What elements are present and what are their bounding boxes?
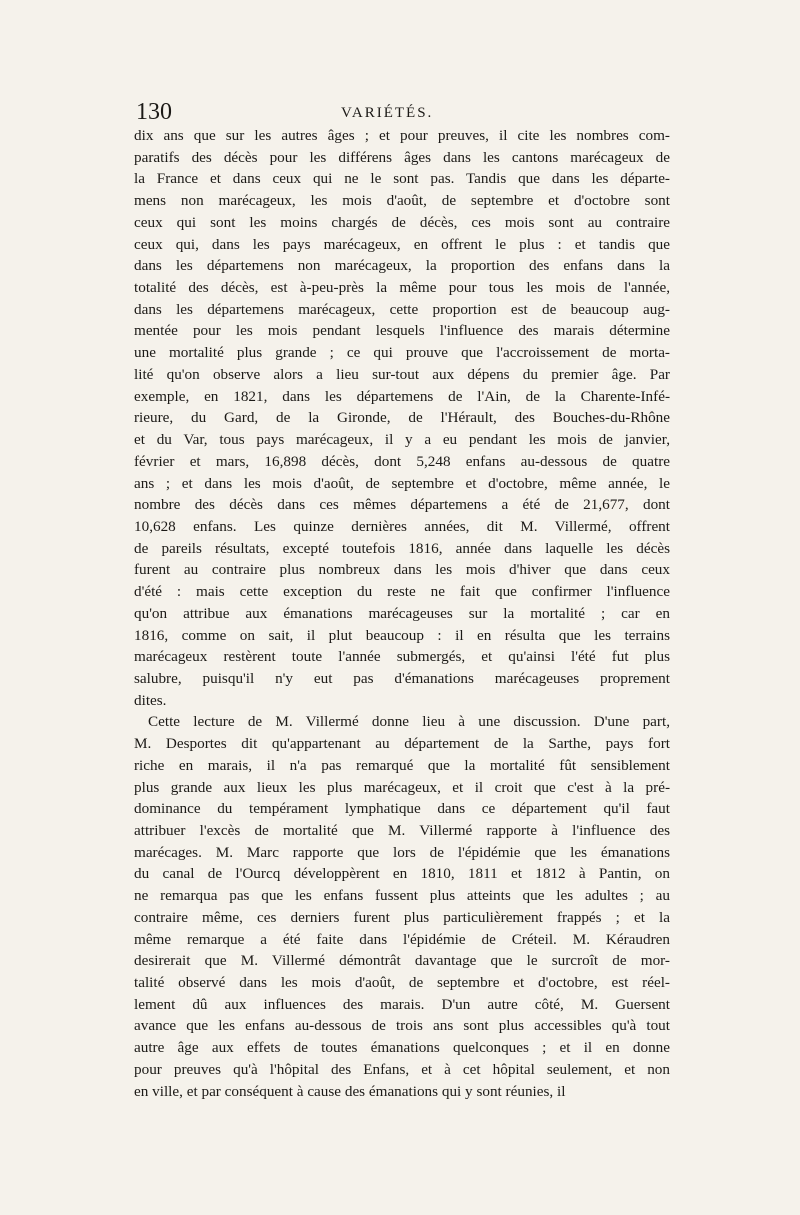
running-title: VARIÉTÉS.: [341, 105, 434, 121]
text-line: rieure, du Gard, de la Gironde, de l'Hérault, des Bouches-du-Rhône: [134, 409, 670, 427]
text-line: M. Desportes dit qu'appartenant au département de la Sarthe, pays fort: [134, 735, 670, 753]
text-line: lement dû aux influences des marais. D'un autre côté, M. Guersent: [134, 995, 670, 1013]
text-line: même remarque a été faite dans l'épidémie de Créteil. M. Kéraudren: [134, 930, 670, 948]
running-head: [136, 99, 668, 125]
text-line: du canal de l'Ourcq développèrent en 1810, 1811 et 1812 à Pantin, on: [134, 865, 670, 883]
text-line: plus grande aux lieux les plus marécageux, et il croit que c'est à la pré-: [134, 778, 670, 796]
text-line: 10,628 enfans. Les quinze dernières années, dit M. Villermé, offrent: [134, 517, 670, 535]
text-line: de pareils résultats, excepté toutefois 1816, année dans laquelle les décès: [134, 539, 670, 557]
text-line: ne remarqua pas que les enfans fussent plus atteints que les adultes ; au: [134, 887, 670, 905]
page-number: 130: [136, 99, 172, 125]
text-line: mentée pour les mois pendant lesquels l'influence des marais détermine: [134, 322, 670, 340]
text-line: autre âge aux effets de toutes émanations quelconques ; et il en donne: [134, 1039, 670, 1057]
text-line: desirerait que M. Villermé démontrât davantage que le surcroît de mor-: [134, 952, 670, 970]
text-line: dites.: [134, 691, 167, 709]
text-line: talité observé dans les mois d'août, de septembre et d'octobre, est réel-: [134, 974, 670, 992]
text-line: mens non marécageux, les mois d'août, de septembre et d'octobre sont: [134, 192, 670, 210]
text-line: furent au contraire plus nombreux dans les mois d'hiver que dans ceux: [134, 561, 670, 579]
text-line: 1816, comme on sait, il plut beaucoup : il en résulta que les terrains: [134, 626, 670, 644]
text-line: et du Var, tous pays marécageux, il y a eu pendant les mois de janvier,: [134, 431, 670, 449]
text-line: février et mars, 16,898 décès, dont 5,248 enfans au-dessous de quatre: [134, 452, 670, 470]
text-line: dominance du tempérament lymphatique dans ce département qu'il faut: [134, 800, 670, 818]
text-line: en ville, et par conséquent à cause des émanations qui y sont réunies, il: [134, 1082, 566, 1100]
text-line: contraire même, ces derniers furent plus particulièrement frappés ; et la: [134, 908, 670, 926]
text-line: paratifs des décès pour les différens âges dans les cantons marécageux de: [134, 148, 670, 166]
text-line: lité qu'on observe alors a lieu sur-tout aux dépens du premier âge. Par: [134, 365, 670, 383]
text-line: pour preuves qu'à l'hôpital des Enfans, et à cet hôpital seulement, et non: [134, 1060, 670, 1078]
text-line: marécages. M. Marc rapporte que lors de l'épidémie que les émanations: [134, 843, 670, 861]
text-line: exemple, en 1821, dans les départemens de l'Ain, de la Charente-Infé-: [134, 387, 670, 405]
text-line: ceux qui, dans les pays marécageux, en offrent le plus : et tandis que: [134, 235, 670, 253]
text-line: dix ans que sur les autres âges ; et pour preuves, il cite les nombres com-: [134, 127, 670, 144]
text-line: ceux qui sont les moins chargés de décès, ces mois sont au contraire: [134, 213, 670, 231]
text-line: avance que les enfans au-dessous de trois ans sont plus accessibles qu'à tout: [134, 1017, 670, 1035]
text-line: nombre des décès dans ces mêmes départemens a été de 21,677, dont: [134, 496, 670, 514]
text-line: Cette lecture de M. Villermé donne lieu à une discussion. D'une part,: [148, 713, 670, 731]
text-line: ans ; et dans les mois d'août, de septembre et d'octobre, même année, le: [134, 474, 670, 492]
text-line: salubre, puisqu'il n'y eut pas d'émanations marécageuses proprement: [134, 669, 670, 687]
text-line: qu'on attribue aux émanations marécageuses sur la mortalité ; car en: [134, 604, 670, 622]
text-line: marécageux restèrent toute l'année submergés, et qu'ainsi l'été fut plus: [134, 648, 670, 666]
body-text: [134, 125, 670, 1102]
text-line: dans les départemens non marécageux, la proportion des enfans dans la: [134, 257, 670, 275]
text-line: attribuer l'excès de mortalité que M. Villermé rapporte à l'influence des: [134, 822, 670, 839]
text-line: d'été : mais cette exception du reste ne fait que confirmer l'influence: [134, 583, 670, 601]
text-line: totalité des décès, est à-peu-près la même pour tous les mois de l'année,: [134, 279, 670, 297]
text-line: la France et dans ceux qui ne le sont pas. Tandis que dans les départe-: [134, 170, 670, 188]
text-line: dans les départemens marécageux, cette proportion est de beaucoup aug-: [134, 300, 670, 318]
text-line: riche en marais, il n'a pas remarqué que la mortalité fût sensiblement: [134, 756, 670, 774]
text-line: une mortalité plus grande ; ce qui prouve que l'accroissement de morta-: [134, 344, 670, 362]
